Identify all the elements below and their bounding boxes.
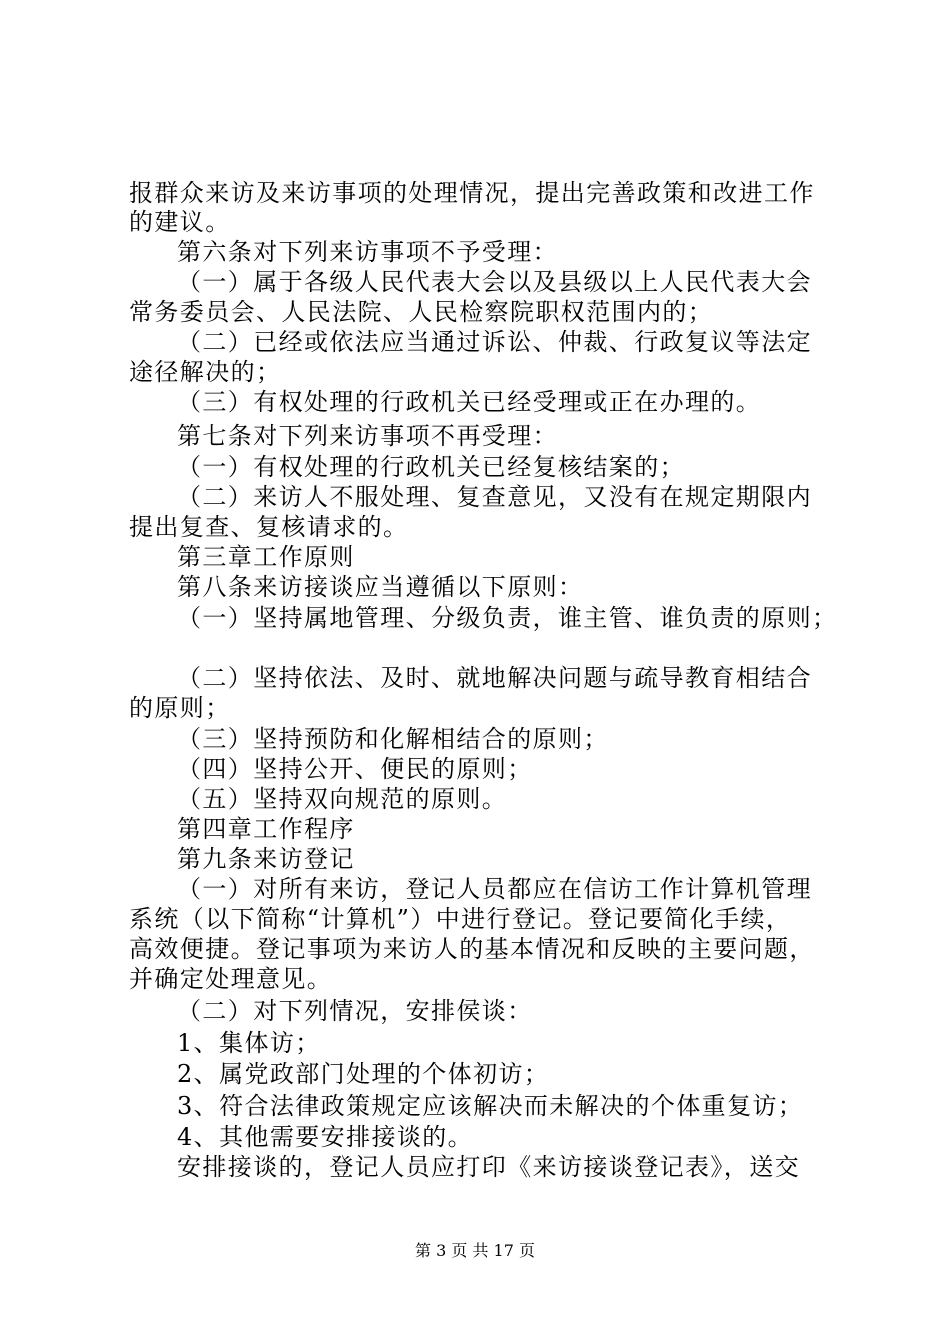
list-item: 4、其他需要安排接谈的。 — [177, 1123, 474, 1151]
text-line: （二）已经或依法应当通过诉讼、仲裁、行政复议等法定 — [177, 328, 812, 356]
text-line: 高效便捷。登记事项为来访人的基本情况和反映的主要问题， — [129, 935, 815, 963]
list-item: 2、属党政部门处理的个体初访； — [177, 1060, 550, 1088]
text-line: 第六条对下列来访事项不予受理： — [177, 238, 558, 266]
text-line: （五）坚持双向规范的原则。 — [177, 785, 508, 813]
text-line: （三）坚持预防和化解相结合的原则； — [177, 725, 609, 753]
text-line: （一）属于各级人民代表大会以及县级以上人民代表大会 — [177, 268, 812, 296]
text-line: 系统（以下简称“计算机”）中进行登记。登记要简化手续， — [129, 905, 792, 933]
text-line: 提出复查、复核请求的。 — [129, 513, 409, 541]
list-item: 1、集体访； — [177, 1029, 321, 1057]
text-line: 常务委员会、人民法院、人民检察院职权范围内的； — [129, 298, 714, 326]
text-line: 的原则； — [129, 694, 231, 722]
text-line: 途径解决的； — [129, 358, 282, 386]
text-line: 的建议。 — [129, 208, 231, 236]
text-line: 第八条来访接谈应当遵循以下原则： — [177, 573, 584, 601]
text-line: （二）来访人不服处理、复查意见，又没有在规定期限内 — [177, 483, 812, 511]
text-line: 并确定处理意见。 — [129, 965, 333, 993]
text-line: （一）有权处理的行政机关已经复核结案的； — [177, 453, 685, 481]
text-line: 报群众来访及来访事项的处理情况，提出完善政策和改进工作 — [129, 179, 815, 207]
list-item: 3、符合法律政策规定应该解决而未解决的个体重复访； — [177, 1092, 804, 1120]
section-heading: 第三章工作原则 — [177, 543, 355, 571]
text-line: （一）坚持属地管理、分级负责，谁主管、谁负责的原则； — [177, 604, 838, 632]
text-line: 第七条对下列来访事项不再受理： — [177, 422, 558, 450]
text-line: （二）对下列情况，安排侯谈： — [177, 997, 533, 1025]
text-line: 第九条来访登记 — [177, 845, 355, 873]
page-number-footer: 第 3 页 共 17 页 — [415, 1241, 535, 1260]
section-heading: 第四章工作程序 — [177, 815, 355, 843]
text-line: （四）坚持公开、便民的原则； — [177, 755, 533, 783]
text-line: （二）坚持依法、及时、就地解决问题与疏导教育相结合 — [177, 664, 812, 692]
text-line: （三）有权处理的行政机关已经受理或正在办理的。 — [177, 388, 762, 416]
text-line: （一）对所有来访，登记人员都应在信访工作计算机管理 — [177, 875, 812, 903]
text-line: 安排接谈的，登记人员应打印《来访接谈登记表》，送交 — [177, 1153, 800, 1181]
